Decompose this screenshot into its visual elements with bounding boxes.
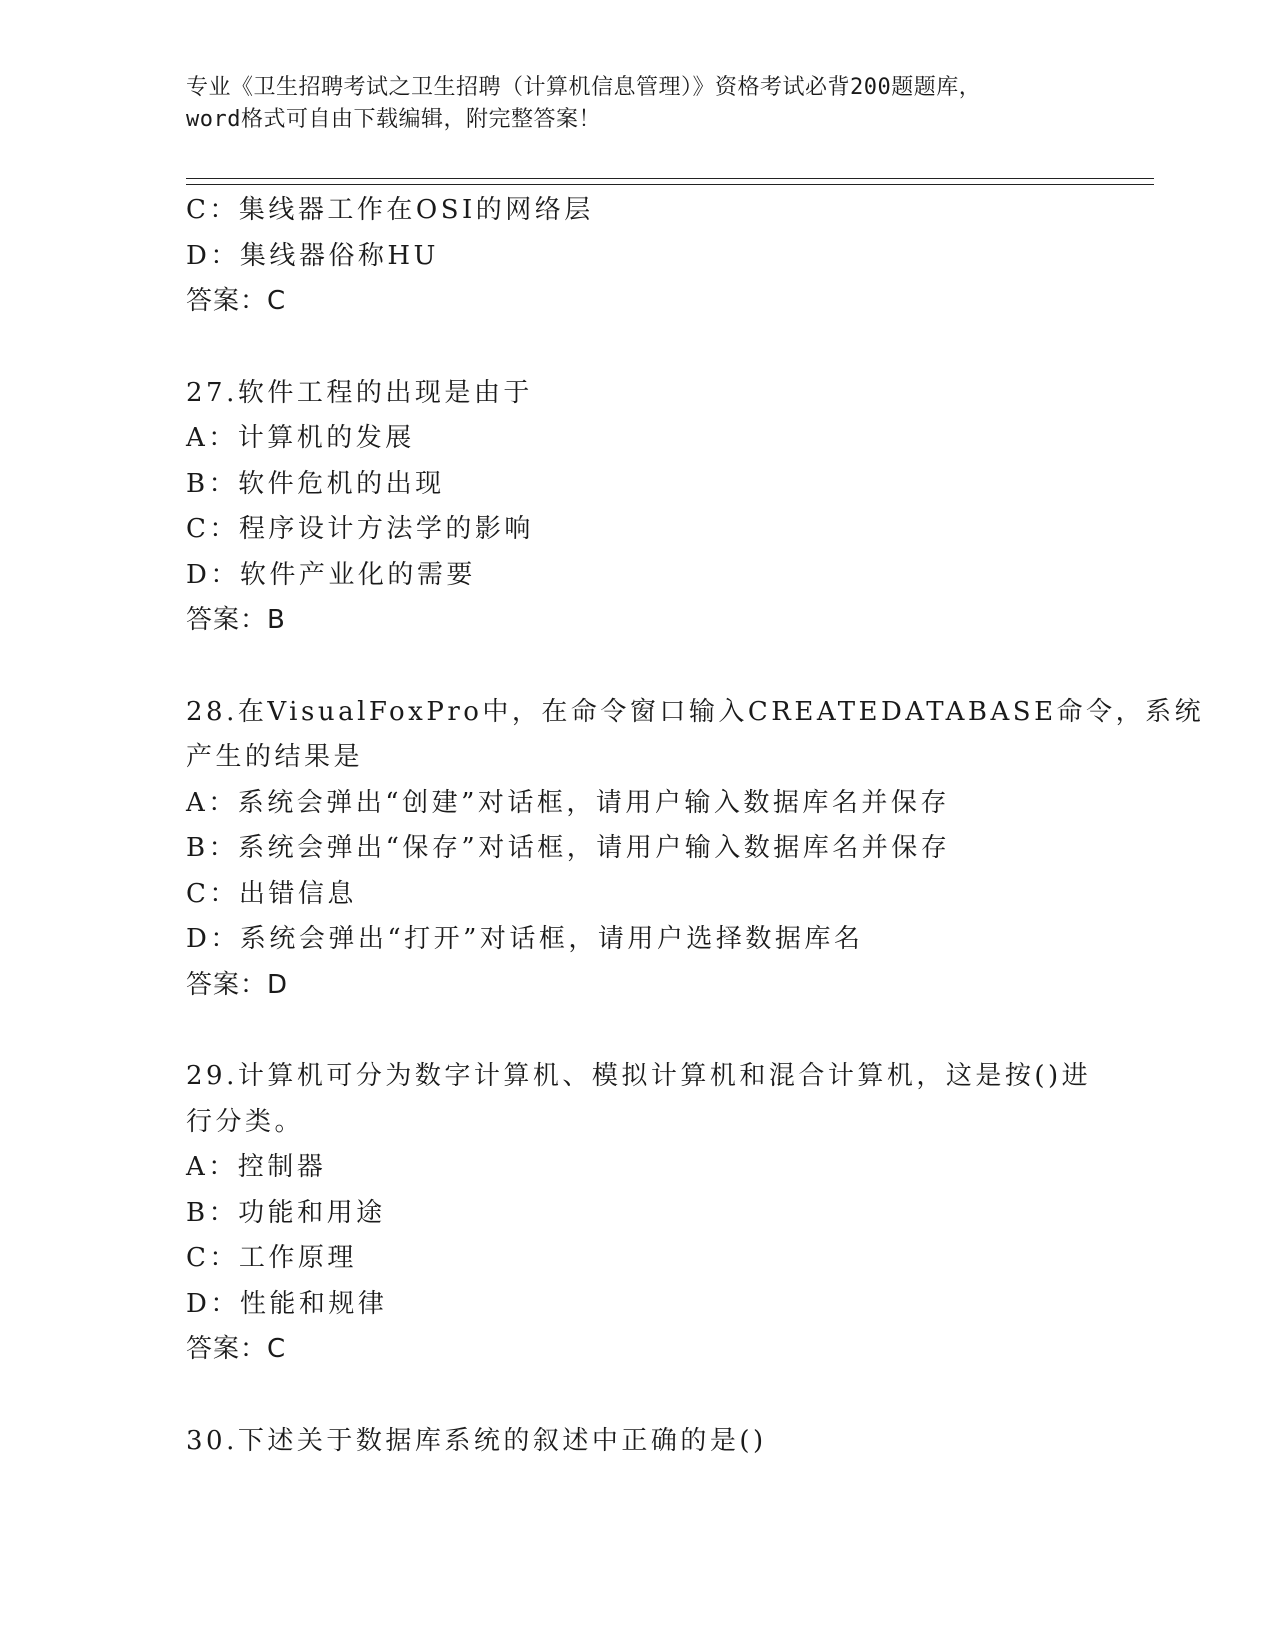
question-list [186,188,1205,1464]
question-text: 29.计算机可分为数字计算机、模拟计算机和混合计算机，这是按()进 [186,1061,1092,1091]
question-30 [186,1419,1086,1465]
header-line-1: 专业《卫生招聘考试之卫生招聘（计算机信息管理）》资格考试必背200题题库， [186,75,982,100]
option-line: B：软件危机的出现 [186,468,445,499]
header-line-2: word格式可自由下载编辑，附完整答案！ [186,107,601,132]
question-29 [186,1054,1092,1373]
question-text: 30.下述关于数据库系统的叙述中正确的是() [186,1425,767,1456]
option-line: D：软件产业化的需要 [186,559,476,590]
answer-line: 答案：B [186,605,286,635]
option-line: A：计算机的发展 [186,423,415,453]
option-line: C：集线器工作在OSI的网络层 [186,195,594,225]
question-text: 27.软件工程的出现是由于 [186,377,533,408]
option-line: B：系统会弹出“保存”对话框，请用户输入数据库名并保存 [186,833,951,863]
answer-line: 答案：C [186,286,287,316]
header-rule-bottom [186,184,1154,185]
option-line: A：系统会弹出“创建”对话框，请用户输入数据库名并保存 [186,787,950,818]
option-line: D：集线器俗称HU [186,240,439,271]
question-28 [186,690,1205,1009]
document-header [186,72,1086,136]
answer-line: 答案：D [186,969,289,1000]
option-line: B：功能和用途 [186,1197,386,1228]
option-line: D：系统会弹出“打开”对话框，请用户选择数据库名 [186,924,864,954]
option-line: C：工作原理 [186,1243,357,1273]
question-text: 产生的结果是 [186,742,364,772]
answer-line: 答案：C [186,1334,287,1364]
question-27 [186,371,1086,644]
option-line: C：出错信息 [186,878,357,909]
question-text: 行分类。 [186,1106,305,1137]
option-line: A：控制器 [186,1152,327,1182]
header-rule-top [186,178,1154,179]
question-text: 28.在VisualFoxPro中，在命令窗口输入CREATEDATABASE命令，系统 [186,696,1205,727]
partial-question [186,188,1086,325]
option-line: C：程序设计方法学的影响 [186,514,534,544]
option-line: D：性能和规律 [186,1288,388,1319]
